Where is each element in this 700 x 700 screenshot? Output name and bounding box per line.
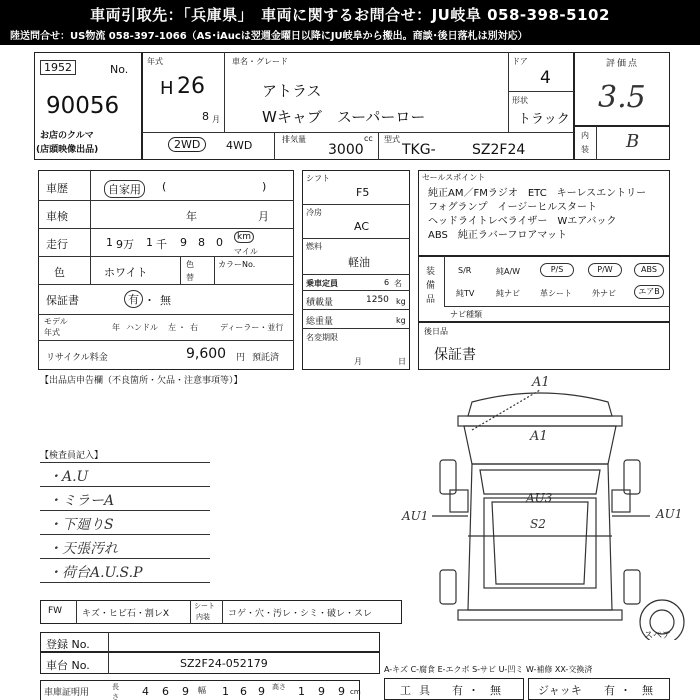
warranty-no: 無 <box>160 294 171 307</box>
model-year-label-top: モデル <box>44 317 68 326</box>
warranty-yes-text: 有 <box>128 293 139 306</box>
after-day-label: 後日品 <box>424 327 448 336</box>
shift-value: F5 <box>356 186 370 199</box>
sales-line-3: ヘッドライトレベライザー Wエアバック <box>428 216 617 227</box>
divider <box>596 126 597 160</box>
sales-points-label: セールスポイント <box>422 173 486 182</box>
displacement-label: 排気量 <box>282 135 306 144</box>
equip-pw-text: P/W <box>597 265 613 274</box>
type-prefix: TKG- <box>402 142 436 158</box>
jack-label: ジャッキ <box>538 684 582 697</box>
header-line-1: 車両引取先：「兵庫県」 車両に関するお問合せ：JU岐阜 058-398-5102 <box>90 6 610 24</box>
lot-no-label: No. <box>110 63 129 76</box>
divider <box>508 91 574 92</box>
defects-marks: コゲ・穴・汚レ・シミ・破レ・スレ <box>228 609 373 619</box>
divider <box>38 228 294 229</box>
mileage-u2: 千 <box>156 238 167 251</box>
divider <box>180 256 181 284</box>
after-day-value: 保証書 <box>434 347 476 363</box>
cert-len: 長さ <box>112 683 119 700</box>
equipment-label-2: 備 <box>426 281 436 291</box>
cert-h3: 9 <box>338 685 345 698</box>
defects-items: キズ・ヒビ石・割レX <box>82 609 169 619</box>
model-year-dealer: ディーラー・並行 <box>220 323 284 332</box>
inspector-line-4: ・天張汚れ <box>48 541 118 557</box>
mileage-v3: 9 <box>180 236 187 249</box>
sales-line-2: フォグランプ イージーヒルスタート <box>428 202 597 213</box>
inspection-year: 年 <box>186 210 197 223</box>
year-era: H <box>160 78 174 99</box>
diag-a1-top: A1 <box>532 375 550 390</box>
history-close: ) <box>262 180 267 193</box>
vehicle-diagram <box>380 370 700 640</box>
sales-line-4: ABS 純正ラバーフロアマット <box>428 230 567 241</box>
right-front-wheel <box>624 460 640 494</box>
sales-line-1: 純正AM／FMラジオ ETC キーレスエントリー <box>428 188 647 199</box>
seat-label: 乗車定員 <box>306 279 338 288</box>
equip-ps <box>540 263 574 277</box>
color-change-bottom: 替 <box>186 273 194 282</box>
interior-label-top: 内 <box>581 131 589 140</box>
divider <box>302 328 410 329</box>
history-private-text: 自家用 <box>108 183 141 196</box>
color-change-top: 色 <box>186 260 194 269</box>
tools-dot: ・ <box>468 684 479 697</box>
inspector-line-3: ・下廻りS <box>48 517 114 533</box>
equip-abs <box>634 263 664 277</box>
doors-value: 4 <box>540 68 551 88</box>
history-open: ( <box>162 180 167 193</box>
model-label: 車名・グレード <box>232 57 288 66</box>
divider <box>302 309 410 310</box>
rear-bumper-outline <box>458 610 622 620</box>
divider <box>444 306 670 307</box>
cert-h: 高さ <box>272 683 286 691</box>
recycle-label: リサイクル料金 <box>46 353 108 363</box>
header-bar <box>0 0 700 45</box>
diag-spare-label: スペア <box>644 631 672 640</box>
mileage-label: 走行 <box>46 238 68 251</box>
rule <box>40 486 210 487</box>
score-value: 3.5 <box>598 80 646 115</box>
inspection-label: 車検 <box>46 210 68 223</box>
shop-line-2: (店頭映像出品) <box>36 145 99 155</box>
drive-2wd-text: 2WD <box>174 138 201 151</box>
load-unit: kg <box>396 297 406 306</box>
fuel-label: 燃料 <box>306 242 322 251</box>
mileage-mile: マイル <box>234 247 258 256</box>
shop-line-1: お店のクルマ <box>40 131 94 141</box>
divider <box>302 290 410 291</box>
aircon-value: AC <box>354 220 370 233</box>
left-front-wheel <box>440 460 456 494</box>
divider <box>38 284 294 285</box>
jack-yes: 有 <box>604 684 615 697</box>
divider <box>378 132 379 160</box>
type-value: SZ2F24 <box>472 142 526 158</box>
divider <box>38 200 294 201</box>
divider <box>108 632 109 652</box>
cert-v1: 4 <box>142 685 149 698</box>
recycle-unit: 円 <box>236 353 246 363</box>
drive-4wd: 4WD <box>226 139 253 152</box>
drive-2wd <box>168 137 206 152</box>
chassis-value: SZ2F24-052179 <box>180 657 268 670</box>
equipment-label-1: 装 <box>426 267 436 277</box>
lot-stamp <box>40 60 76 75</box>
cert-h1: 1 <box>298 685 305 698</box>
rule <box>40 558 210 559</box>
cert-w: 幅 <box>198 686 206 695</box>
cert-w3: 9 <box>258 685 265 698</box>
name-change-month: 月 <box>354 357 362 366</box>
mileage-km <box>234 231 254 243</box>
interior-value: B <box>626 131 640 152</box>
tools-label: 工具 <box>400 684 438 697</box>
diag-au1-right: AU1 <box>656 507 683 521</box>
equip-navi: 純ナビ <box>496 289 520 298</box>
color-code-label: カラーNo. <box>218 260 256 269</box>
history-private <box>104 180 145 198</box>
defects-seat-bottom: 内装 <box>196 613 210 621</box>
chassis-label: 車台 No. <box>46 659 90 672</box>
notes-title: 【出品店申告欄（不良箇所・欠品・注意事項等）】 <box>40 376 243 386</box>
recycle-deposit: 預託済 <box>252 353 280 363</box>
right-mirror-outline <box>612 490 630 512</box>
diag-s2: S2 <box>530 517 546 531</box>
model-year-right: 右 <box>190 323 198 332</box>
defects-seat-top: シート <box>194 602 215 610</box>
divider <box>444 256 445 306</box>
cab-roof-outline <box>468 393 612 416</box>
doors-label: ドア <box>512 57 528 66</box>
equip-sr: S/R <box>458 266 472 275</box>
type-label: 型式 <box>384 135 400 144</box>
model-year-dot: ・ <box>178 323 186 332</box>
lot-stamp-text: 1952 <box>44 61 72 74</box>
left-mirror-outline <box>450 490 468 512</box>
divider <box>508 52 509 132</box>
model-year-label-bottom: 年式 <box>44 328 60 337</box>
divider <box>190 600 191 624</box>
equip-ps-text: P/S <box>550 265 564 274</box>
inspection-month: 月 <box>258 210 269 223</box>
displacement-value: 3000 <box>328 142 364 158</box>
equip-tv: 純TV <box>456 289 475 298</box>
equip-ext-navi: 外ナビ <box>592 289 616 298</box>
rule <box>40 582 210 583</box>
lot-number: 90056 <box>46 93 120 119</box>
name-change-label: 名変期限 <box>306 333 338 342</box>
equip-airbag <box>634 285 664 299</box>
divider <box>222 600 223 624</box>
cargo-floor-outline <box>492 502 588 584</box>
rule <box>40 534 210 535</box>
jack-no: 無 <box>642 684 653 697</box>
cert-w2: 6 <box>240 685 247 698</box>
registration-row <box>40 632 380 652</box>
shift-label: シフト <box>306 174 330 183</box>
displacement-unit: cc <box>364 134 373 143</box>
equip-aw: 純A/W <box>496 267 521 276</box>
diag-au1-left: AU1 <box>402 509 429 523</box>
equipment-label-3: 品 <box>426 295 436 305</box>
equip-abs-text: ABS <box>641 265 657 274</box>
shape-label: 形状 <box>512 96 528 105</box>
registration-label: 登録 No. <box>46 638 90 651</box>
cert-w1: 1 <box>222 685 229 698</box>
divider <box>38 314 294 315</box>
equip-airbag-text: エアB <box>638 287 660 296</box>
divider <box>108 652 109 674</box>
interior-label-bottom: 装 <box>581 145 589 154</box>
aircon-label: 冷房 <box>306 208 322 217</box>
warranty-sep: ・ <box>144 294 155 307</box>
tools-yes: 有 <box>452 684 463 697</box>
cargo-bed-outline <box>484 498 596 588</box>
color-value: ホワイト <box>104 266 148 279</box>
year-value: 26 <box>177 74 205 99</box>
recycle-value: 9,600 <box>186 346 227 362</box>
cert-unit: cm <box>350 688 361 696</box>
name-change-day: 日 <box>398 357 406 366</box>
load-value: 1250 <box>366 295 389 305</box>
divider <box>224 52 225 132</box>
seat-unit: 名 <box>394 279 402 288</box>
cert-label: 車庫証明用 <box>44 688 90 698</box>
fuel-value: 軽油 <box>348 256 370 269</box>
rule <box>40 510 210 511</box>
model-year-left: 左 <box>168 323 176 332</box>
inspector-title: 【検査員記入】 <box>40 451 104 461</box>
equip-pw <box>588 263 622 277</box>
rule <box>40 462 210 463</box>
divider <box>38 340 294 341</box>
divider <box>214 256 215 284</box>
divider <box>76 600 77 624</box>
equip-leather: 革シート <box>540 289 572 298</box>
damage-legend: A-キズ C-腐食 E-エクボ S-サビ U-凹ミ W-補修 XX-交換済 <box>384 665 593 674</box>
diag-au3: AU3 <box>526 491 553 505</box>
mileage-v1: 1 <box>106 236 113 249</box>
navi-type-label: ナビ種類 <box>450 310 482 319</box>
pointer-line <box>472 390 540 430</box>
weight-label: 総重量 <box>306 317 334 327</box>
divider <box>142 132 574 133</box>
jack-dot: ・ <box>620 684 631 697</box>
inspector-line-5: ・荷台A.U.S.P <box>48 565 143 581</box>
mileage-km-text: km <box>237 232 251 242</box>
divider <box>302 238 410 239</box>
mileage-u1: 9万 <box>116 238 134 251</box>
right-rear-wheel <box>624 570 640 604</box>
front-bumper-outline <box>458 416 622 426</box>
weight-unit: kg <box>396 316 406 325</box>
color-label: 色 <box>54 266 65 279</box>
warranty-label: 保証書 <box>46 294 79 307</box>
year-month: 8 <box>202 110 209 123</box>
model-year-year: 年 <box>112 323 120 332</box>
defects-fw: FW <box>48 606 63 616</box>
model-name: アトラス <box>262 82 322 100</box>
cert-v2: 6 <box>162 685 169 698</box>
year-month-label: 月 <box>212 115 220 124</box>
shape-value: トラック <box>518 112 570 127</box>
year-label: 年式 <box>147 57 163 66</box>
mileage-v2: 1 <box>146 236 153 249</box>
inspector-line-2: ・ミラーA <box>48 493 115 509</box>
cert-h2: 9 <box>318 685 325 698</box>
mileage-v4: 8 <box>198 236 205 249</box>
left-rear-wheel <box>440 570 456 604</box>
load-label: 積載量 <box>306 298 334 308</box>
diag-a1-mid: A1 <box>530 429 548 444</box>
divider <box>302 204 410 205</box>
score-label: 評価点 <box>606 59 640 69</box>
history-label: 車歴 <box>46 182 68 195</box>
mileage-v5: 0 <box>216 236 223 249</box>
divider <box>302 274 410 275</box>
model-year-handle: ハンドル <box>126 323 158 332</box>
header-line-2: 陸送問合せ：US物流 058-397-1066（AS･iAucは翌週金曜日以降にJU岐阜から搬出。商談･後日落札は別対応） <box>10 31 528 42</box>
seat-value: 6 <box>384 278 390 287</box>
warranty-yes <box>124 290 143 308</box>
divider <box>274 132 275 160</box>
cert-v3: 9 <box>182 685 189 698</box>
tools-no: 無 <box>490 684 501 697</box>
inspector-line-1: ・A.U <box>48 469 89 485</box>
divider <box>90 170 91 284</box>
model-grade: Wキャブ スーパーロー <box>262 108 426 126</box>
